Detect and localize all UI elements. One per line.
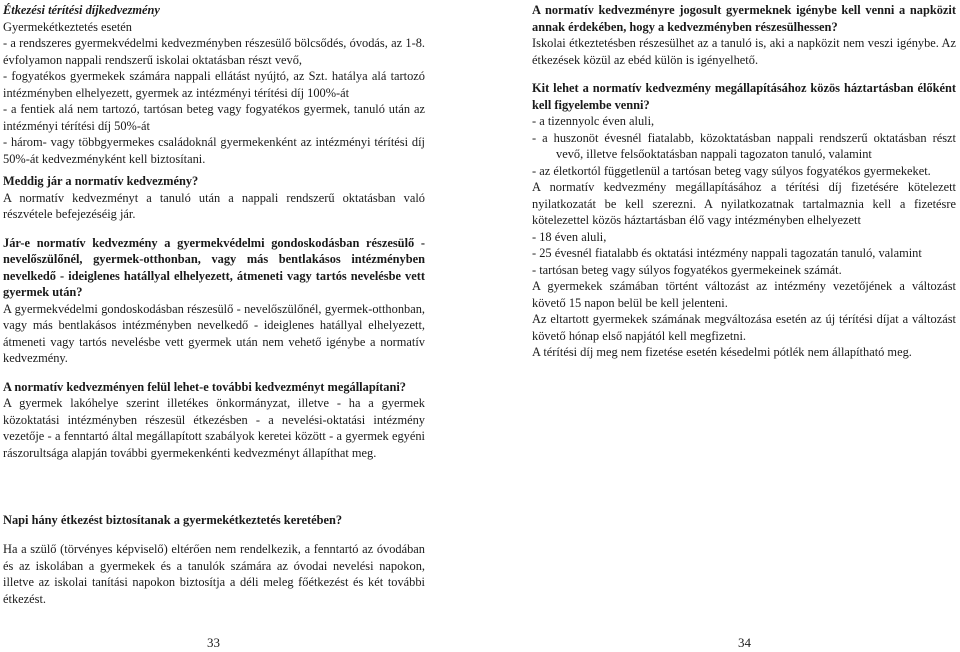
answer-text: A normatív kedvezményt a tanuló után a nappali rendszerű oktatásban való részvétele befejezéséig jár. [3, 190, 425, 221]
list-item: - a huszonöt évesnél fiatalabb, közoktatásban nappali rendszerű oktatásban részt vevő, illetve felsőoktatásban nappali tagozaton tanuló, valamint [532, 130, 956, 161]
answer-text: A normatív kedvezmény megállapításához a térítési díj fizetésére kötelezett nyilatkozatát be kell szerezni. A nyilatkozatnak tartalmaznia kell a fizetésre kötelezettel közös háztartásban élő vagy intézményben elhelyezett [532, 180, 956, 227]
answer-text: A gyermekek számában történt változást az intézmény vezetőjének a változást követő 15 napon belül be kell jelenteni. [532, 279, 956, 310]
question-heading: Napi hány étkezést biztosítanak a gyermekétkeztetés keretében? [3, 513, 343, 528]
list-item: - fogyatékos gyermekek számára nappali ellátást nyújtó, az Szt. hatálya alá tartozó intézményben elhelyezett, gyermek az intézményi térítési díj 100%-át [3, 69, 425, 100]
page-number-right: 34 [738, 635, 751, 650]
question-heading: Kit lehet a normatív kedvezmény megállapításához közös háztartásban élőként kell figyelembe venni? [532, 81, 956, 112]
answer-text: Az eltartott gyermekek számának megváltozása esetén az új térítési díjat a változást követő hónap első napjától kell megfizetni. [532, 312, 956, 343]
section-heading: Étkezési térítési díjkedvezmény [3, 3, 160, 17]
right-page-column [532, 2, 956, 361]
list-item: - az életkortól függetlenül a tartósan beteg vagy súlyos fogyatékos gyermekeket. [532, 163, 931, 178]
list-item: - a tizennyolc éven aluli, [532, 114, 655, 128]
answer-text: A gyermekvédelmi gondoskodásban részesülő - nevelőszülőnél, gyermek-otthonban, vagy más bentlakásos intézményben nevelkedő - ideiglenes hatállyal elhelyezett, átmeneti vagy tartós nevelésbe vett gyermek után nem vehető igénybe a normatív kedvezmény. [3, 301, 425, 365]
list-item: - a fentiek alá nem tartozó, tartósan beteg vagy fogyatékos gyermek, tanuló után az intézményi térítési díj 50%-át [3, 102, 425, 133]
list-item: - három- vagy többgyermekes családoknál gyermekenként az intézményi térítési díj 50%-át kedvezményként kell biztosítani. [3, 135, 425, 166]
question-heading: Meddig jár a normatív kedvezmény? [3, 174, 199, 188]
answer-text: Ha a szülő (törvényes képviselő) eltérően nem rendelkezik, a fenntartó az óvodában és az iskolában a gyermekek és a tanulók számára az óvodai nevelési napokon, illetve az iskolai tanítási napokon biztosítja a déli meleg főétkezést és két további étkezést. [3, 542, 425, 606]
left-page-bottom-section [3, 500, 425, 620]
list-item: - 18 éven aluli, [532, 229, 607, 244]
intro-text: Gyermekétkeztetés esetén [3, 19, 133, 34]
left-page-column [3, 2, 425, 461]
question-heading: A normatív kedvezményre jogosult gyermeknek igénybe kell venni a napközit annak érdekében, hogy a kedvezményben részesülhessen? [532, 3, 956, 34]
answer-text: Iskolai étkeztetésben részesülhet az a tanuló is, aki a napközit nem veszi igénybe. Az étkezések közül az ebéd külön is igényelhető. [532, 36, 956, 67]
answer-text: A gyermek lakóhelye szerint illetékes önkormányzat, illetve - ha a gyermek közoktatási intézményben részesül étkezésben - a nevelési-oktatási intézmény vezetője - a fenntartó által megállapított szabályok keretei között - a gyermek egyéni rászorultsága alapján további gyermekenkénti kedvezményt állapíthat meg. [3, 396, 425, 460]
list-item: - tartósan beteg vagy súlyos fogyatékos gyermekeinek számát. [532, 262, 842, 277]
question-heading: A normatív kedvezményen felül lehet-e további kedvezményt megállapítani? [3, 379, 406, 394]
list-item: - a rendszeres gyermekvédelmi kedvezményben részesülő bölcsődés, óvodás, az 1-8. évfolyamon nappali rendszerű iskolai oktatásban részt vevő, [3, 36, 425, 67]
question-heading: Jár-e normatív kedvezmény a gyermekvédelmi gondoskodásban részesülő - nevelőszülőnél, gyermek-otthonban, vagy más bentlakásos intézményben nevelkedő - ideiglenes hatállyal elhelyezett, átmeneti vagy tartós nevelésbe vett gyermek után? [3, 235, 425, 299]
list-item: - 25 évesnél fiatalabb és oktatási intézmény nappali tagozatán tanuló, valamint [532, 246, 922, 260]
answer-text: A térítési díj meg nem fizetése esetén késedelmi pótlék nem állapítható meg. [532, 345, 912, 359]
page-number-left: 33 [207, 635, 220, 650]
